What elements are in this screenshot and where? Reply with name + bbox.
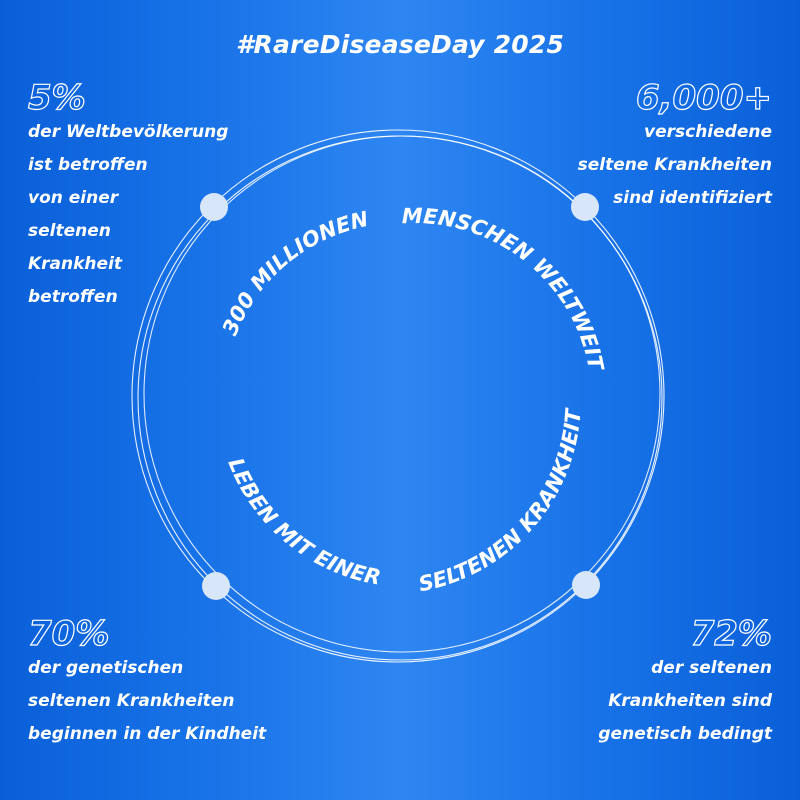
stat-value: 6,000+ <box>635 78 772 118</box>
ring-text-menschen-weltweit: MENSCHEN WELTWEIT <box>401 203 608 373</box>
ring-text-leben-mit-einer: LEBEN MIT EINER <box>223 454 383 590</box>
ring-dot-bottom-left <box>202 572 230 600</box>
stat-value: 5% <box>28 78 86 118</box>
ring-dot-bottom-right <box>572 571 600 599</box>
stat-description: verschiedene seltene Krankheiten sind identifiziert <box>577 122 772 208</box>
stat-description: der Weltbevölkerung ist betroffen von einer seltenen Krankheit betroffen <box>28 122 229 307</box>
stat-description: der genetischen seltenen Krankheiten beginnen in der Kindheit <box>28 658 267 744</box>
ring-dot-top-right <box>571 193 599 221</box>
ring-text-300-millionen: 300 MILLIONEN <box>217 206 371 339</box>
page-title: #RareDiseaseDay 2025 <box>235 30 565 59</box>
stat-description: der seltenen Krankheiten sind genetisch bedingt <box>598 658 772 744</box>
stat-value: 72% <box>690 614 772 654</box>
ring-text-seltenen-krankheit: SELTENEN KRANKHEIT <box>416 408 586 597</box>
stat-value: 70% <box>28 614 110 654</box>
ring-dot-top-left <box>200 193 228 221</box>
